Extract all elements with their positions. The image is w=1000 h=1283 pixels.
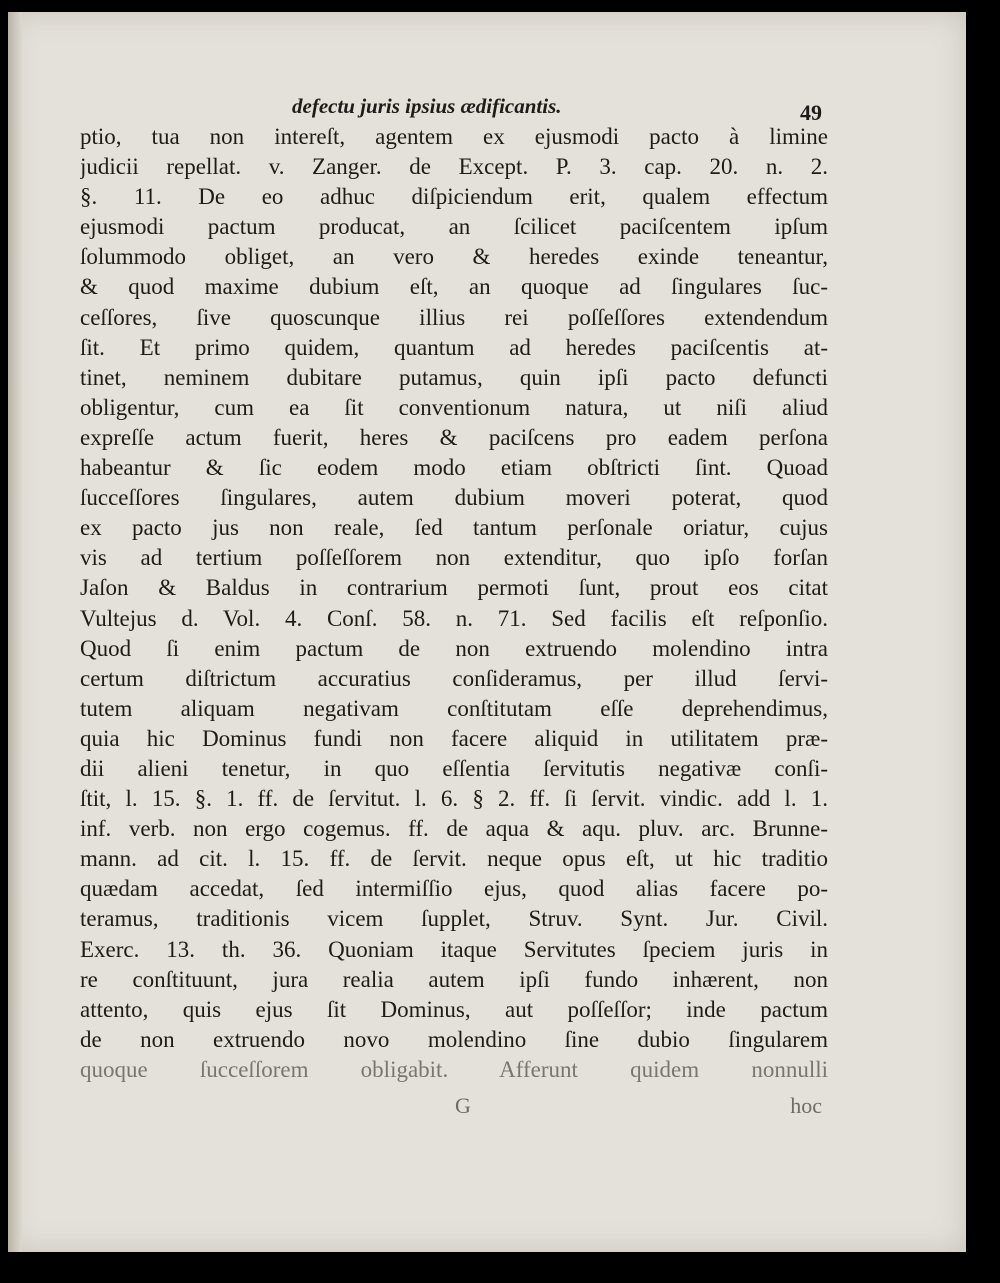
text-line: teramus, traditionis vicem ſupplet, Struv. Synt. Jur. Civil. — [80, 906, 828, 932]
running-head — [80, 88, 828, 125]
text-line: quoque ſucceſſorem obligabit. Afferunt quidem nonnulli — [80, 1056, 828, 1082]
text-line: tutem aliquam negativam conſtitutam eſſe deprehendimus, — [80, 695, 828, 721]
text-line: ex pacto jus non reale, ſed tantum perſonale oriatur, cujus — [80, 515, 828, 541]
page-number: 49 — [800, 100, 822, 125]
text-line: ſit. Et primo quidem, quantum ad heredes paciſcentis at- — [80, 334, 828, 360]
text-line: Exerc. 13. th. 36. Quoniam itaque Servitutes ſpeciem juris in — [80, 936, 828, 962]
page-content — [80, 88, 828, 1129]
text-line: tinet, neminem dubitare putamus, quin ipſi pacto defuncti — [80, 364, 828, 390]
text-line: vis ad tertium poſſeſſorem non extenditur, quo ipſo forſan — [80, 545, 828, 571]
text-line: obligentur, cum ea ſit conventionum natura, ut niſi aliud — [80, 394, 828, 420]
text-line: ſucceſſores ſingulares, autem dubium moveri poterat, quod — [80, 485, 828, 511]
text-line: ſtit, l. 15. §. 1. ff. de ſervitut. l. 6. § 2. ff. ſi ſervit. vindic. add l. 1. — [80, 786, 828, 812]
signature-mark: G — [455, 1093, 471, 1118]
catchword: hoc — [790, 1093, 822, 1118]
text-line: expreſſe actum fuerit, heres & paciſcens pro eadem perſona — [80, 424, 828, 450]
text-line: judicii repellat. v. Zanger. de Except. P. 3. cap. 20. n. 2. — [80, 154, 828, 180]
body-text — [80, 122, 828, 1085]
text-line: Vultejus d. Vol. 4. Conſ. 58. n. 71. Sed facilis eſt reſponſio. — [80, 605, 828, 631]
binding-edge — [8, 12, 22, 1252]
text-line: Jaſon & Baldus in contrarium permoti ſunt, prout eos citat — [80, 575, 828, 601]
text-line: quia hic Dominus fundi non facere aliquid in utilitatem præ- — [80, 725, 828, 751]
text-line: de non extruendo novo molendino ſine dubio ſingularem — [80, 1026, 828, 1052]
running-title: defectu juris ipsius ædificantis. — [292, 94, 562, 118]
text-line: ceſſores, ſive quoscunque illius rei poſſeſſores extendendum — [80, 304, 828, 330]
text-line: ſolummodo obliget, an vero & heredes exinde teneantur, — [80, 244, 828, 270]
text-line: dii alieni tenetur, in quo eſſentia ſervitutis negativæ conſi- — [80, 755, 828, 781]
text-line: Quod ſi enim pactum de non extruendo molendino intra — [80, 635, 828, 661]
text-line: & quod maxime dubium eſt, an quoque ad ſingulares ſuc- — [80, 274, 828, 300]
text-line: re conſtituunt, jura realia autem ipſi fundo inhærent, non — [80, 966, 828, 992]
text-line: attento, quis ejus ſit Dominus, aut poſſeſſor; inde pactum — [80, 996, 828, 1022]
text-line: ejusmodi pactum producat, an ſcilicet paciſcentem ipſum — [80, 214, 828, 240]
text-line: quædam accedat, ſed intermiſſio ejus, quod alias facere po- — [80, 876, 828, 902]
text-line: certum diſtrictum accuratius conſideramus, per illud ſervi- — [80, 665, 828, 691]
text-line: §. 11. De eo adhuc diſpiciendum erit, qualem effectum — [80, 184, 828, 210]
scanned-page — [8, 12, 966, 1252]
text-line: mann. ad cit. l. 15. ff. de ſervit. neque opus eſt, ut hic traditio — [80, 846, 828, 872]
text-line: ptio, tua non intereſt, agentem ex ejusmodi pacto à limine — [80, 124, 828, 149]
text-line: inf. verb. non ergo cogemus. ff. de aqua & aqu. pluv. arc. Brunne- — [80, 816, 828, 842]
page-footer — [80, 1089, 828, 1129]
text-line: habeantur & ſic eodem modo etiam obſtricti ſint. Quoad — [80, 455, 828, 481]
